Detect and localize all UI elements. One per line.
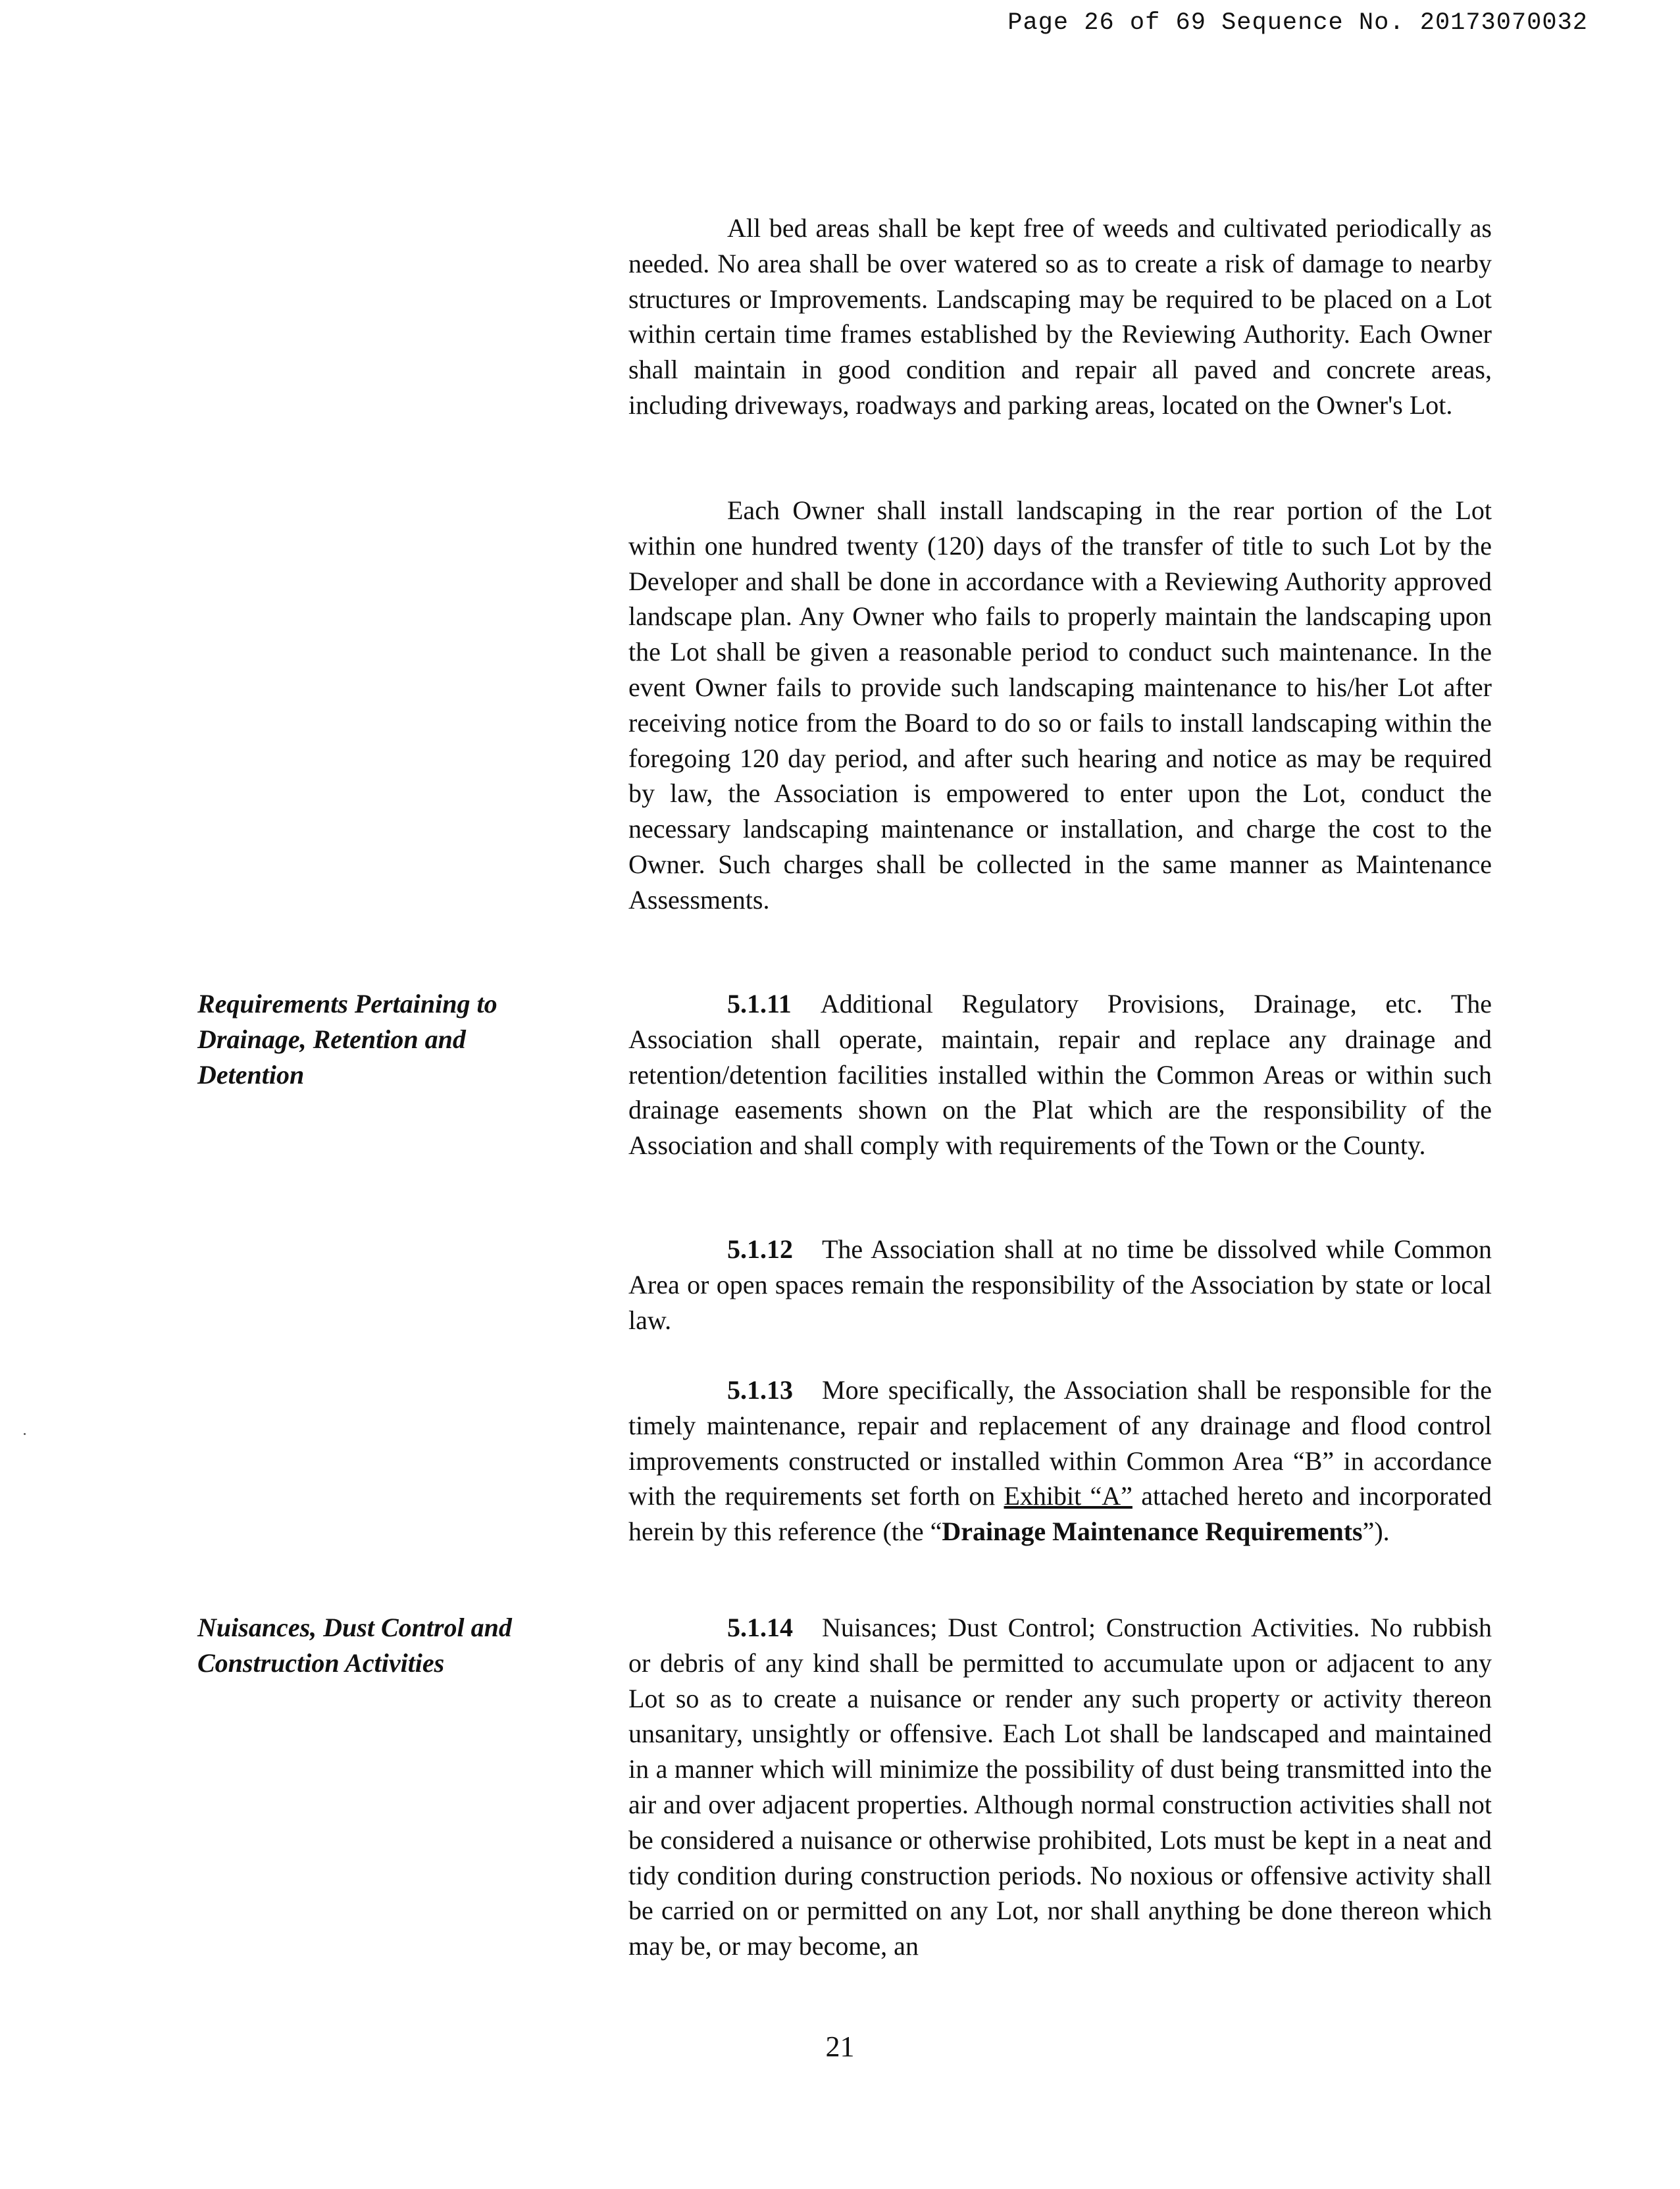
section-number: 5.1.12 bbox=[727, 1234, 793, 1264]
paragraph-text: All bed areas shall be kept free of weeds and cultivated periodically as needed. No area shall be over watered so as to create a risk of damage to nearby structures or Improvements. Landscaping may be required to be placed on a Lot within certain time frames established by the Reviewing Authority. Each Owner shall maintain in good condition and repair all paved and concrete areas, including driveways, roadways and parking areas, located on the Owner's Lot. bbox=[628, 213, 1492, 420]
section-paragraph bbox=[628, 1372, 1492, 1549]
section-5-1-12 bbox=[628, 1232, 1492, 1338]
exhibit-a-reference: Exhibit “A” bbox=[1004, 1481, 1133, 1511]
section-text: The Association shall at no time be dissolved while Common Area or open spaces remain the responsibility of the Association by state or local law. bbox=[628, 1234, 1492, 1335]
section-5-1-13 bbox=[628, 1372, 1492, 1549]
page-sequence-header: Page 26 of 69 Sequence No. 20173070032 bbox=[1007, 9, 1588, 37]
paragraph-text: Each Owner shall install landscaping in the rear portion of the Lot within one hundred twenty (120) days of the transfer of title to such Lot by the Developer and shall be done in accordance with a Reviewing Authority approved landscape plan. Any Owner who fails to properly maintain the landscaping upon the Lot shall be given a reasonable period to conduct such maintenance. In the event Owner fails to provide such landscaping maintenance to his/her Lot after receiving notice from the Board to do so or fails to install landscaping within the foregoing 120 day period, and after such hearing and notice as may be required by law, the Association is empowered to enter upon the Lot, conduct the necessary landscaping maintenance or installation, and charge the cost to the Owner. Such charges shall be collected in the same manner as Maintenance Assessments. bbox=[628, 495, 1492, 915]
page-number: 21 bbox=[825, 2030, 855, 2063]
section-text: Additional Regulatory Provisions, Drainage, etc. The Association shall operate, maintain, repair and replace any drainage and retention/detention facilities installed within the Common Areas or within such drainage easements shown on the Plat which are the responsibility of the Association and shall comply with requirements of the Town or the County. bbox=[628, 989, 1492, 1161]
section-number: 5.1.11 bbox=[727, 989, 792, 1019]
side-heading-drainage: Requirements Pertaining to Drainage, Retention and Detention bbox=[197, 989, 497, 1090]
section-paragraph bbox=[628, 1610, 1492, 1964]
section-number: 5.1.14 bbox=[727, 1613, 793, 1642]
scan-speck bbox=[24, 1433, 26, 1435]
section-text: Nuisances; Dust Control; Construction Activities. No rubbish or debris of any kind shall be permitted to accumulate upon or adjacent to any Lot so as to create a nuisance or render any such property or activity thereon unsanitary, unsightly or offensive. Each Lot shall be landscaped and maintained in a manner which will minimize the possibility of dust being transmitted into the air and over adjacent properties. Although normal construction activities shall not be considered a nuisance or otherwise prohibited, Lots must be kept in a neat and tidy condition during construction periods. No noxious or offensive activity shall be carried on or permitted on any Lot, nor shall anything be done thereon which may be, or may become, an bbox=[628, 1613, 1492, 1961]
side-heading-nuisances: Nuisances, Dust Control and Construction Activities bbox=[197, 1613, 512, 1678]
section-number: 5.1.13 bbox=[727, 1375, 793, 1405]
section-text: More specifically, the Association shall be responsible for the timely maintenance, repair and replacement of any drainage and flood control improvements constructed or installed within Common Area “B” in accordance with the requirements set forth on bbox=[628, 1375, 1492, 1511]
section-paragraph bbox=[628, 1232, 1492, 1338]
section-5-1-11 bbox=[628, 986, 1492, 1163]
section-paragraph bbox=[628, 986, 1492, 1163]
section-5-1-14 bbox=[628, 1610, 1492, 1964]
paragraph-bed-areas bbox=[628, 211, 1492, 423]
section-text-continued: attached hereto and incorporated herein by this reference (the “ bbox=[628, 1481, 1492, 1547]
paragraph-rear-landscaping bbox=[628, 493, 1492, 918]
section-text-end: ”). bbox=[1362, 1517, 1390, 1547]
defined-term: Drainage Maintenance Requirements bbox=[942, 1517, 1363, 1547]
